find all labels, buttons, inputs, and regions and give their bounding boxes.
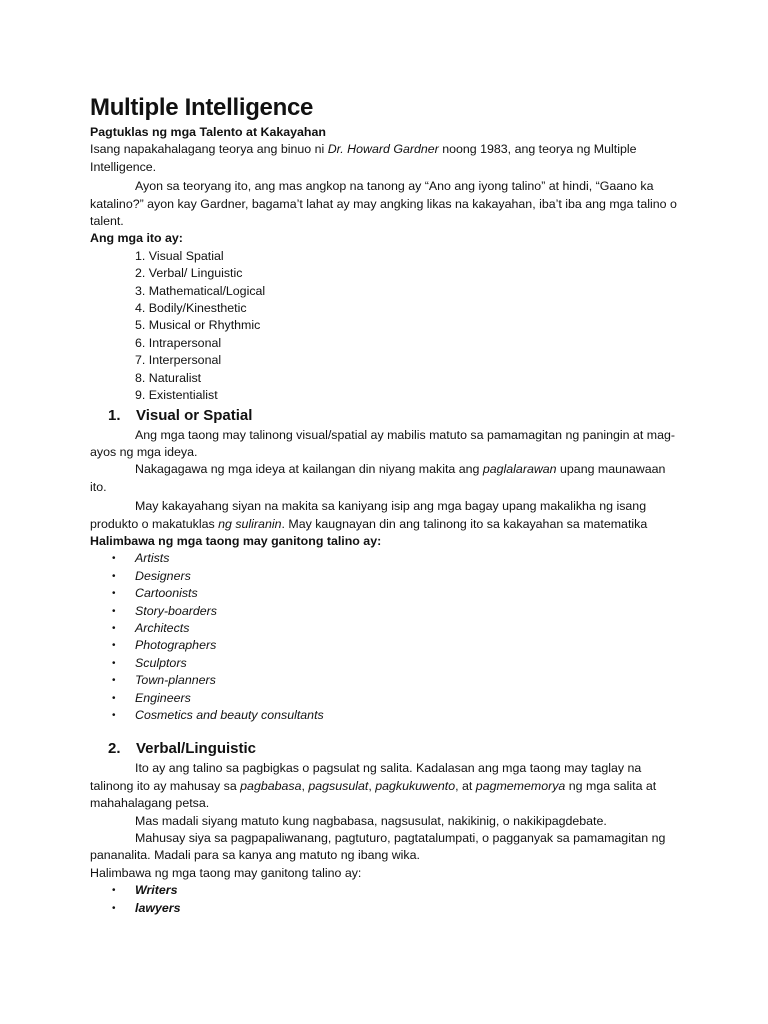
section1-paragraph-3 (90, 498, 680, 533)
bullet-icon: • (112, 710, 116, 721)
example-text: Cosmetics and beauty consultants (135, 708, 324, 722)
document-content (90, 92, 680, 917)
section2-paragraph-2: Mas madali siyang matuto kung nagbabasa, nagsusulat, nakikinig, o nakikipagdebate. (135, 813, 607, 828)
list-item: 1. Visual Spatial (135, 248, 224, 263)
intro-text: noong 1983, ang teorya ng Multiple Intelligence. (90, 142, 637, 174)
paragraph-text: Ito ay ang talino sa pagbigkas o pagsulat ng salita. Kadalasan ang mga taong may taglay na talinong ito ay mahusay sa (90, 761, 642, 793)
bullet-icon: • (112, 622, 116, 634)
example-text: Sculptors (135, 655, 187, 670)
example-text: Photographers (135, 638, 217, 653)
list-item (90, 655, 680, 672)
bullet-icon: • (112, 588, 116, 600)
list-item (90, 603, 680, 620)
list-item: 5. Musical or Rhythmic (135, 318, 261, 333)
intro-text: Isang napakahalagang teorya ang binuo ni (90, 142, 328, 157)
bullet-icon: • (112, 640, 116, 652)
bullet-icon: • (112, 692, 116, 704)
bullet-icon: • (112, 657, 116, 669)
intelligences-heading: Ang mga ito ay: (90, 231, 183, 246)
list-item: 3. Mathematical/Logical (135, 283, 266, 298)
paragraph-text: upang maunawaan ito. (90, 462, 666, 494)
section-number: 2. (108, 740, 121, 758)
section-number: 1. (108, 406, 121, 424)
example-text: Artists (135, 551, 170, 566)
list-item (90, 707, 680, 724)
section1-examples-heading: Halimbawa ng mga taong may ganitong talino ay: (90, 533, 382, 548)
emphasis-text: paglalarawan (482, 462, 557, 477)
example-text: Story-boarders (135, 603, 217, 618)
section-heading-visual-spatial (90, 405, 680, 427)
emphasis-text: pagkukuwento (375, 778, 456, 793)
list-item: 2. Verbal/ Linguistic (135, 266, 243, 281)
section2-paragraph-1 (90, 760, 680, 812)
example-text: Designers (135, 568, 191, 583)
example-text: Writers (135, 883, 178, 898)
example-text: Engineers (135, 690, 191, 705)
section-title: Verbal/Linguistic (136, 740, 257, 758)
list-item: 6. Intrapersonal (135, 335, 222, 350)
section2-paragraph-3: Mahusay siya sa pagpapaliwanang, pagtuturo, pagtatalumpati, o pagganyak sa pamamagitan ng pananalita. Madali para sa kanya ang matuto ng ibang wika. (90, 831, 666, 863)
emphasis-text: ng suliranin (218, 516, 282, 531)
list-item (90, 637, 680, 654)
bullet-icon: • (112, 553, 116, 565)
emphasis-text: pagbabasa (240, 778, 302, 793)
section1-examples-list (90, 550, 680, 724)
list-item (90, 585, 680, 602)
list-item (90, 900, 680, 917)
section1-paragraph-1: Ang mga taong may talinong visual/spatial ay mabilis matuto sa pamamagitan ng paningin at mag-ayos ng mga ideya. (90, 427, 675, 459)
list-item: 4. Bodily/Kinesthetic (135, 301, 247, 316)
bullet-icon: • (112, 570, 116, 582)
paragraph-text: . May kaugnayan din ang talinong ito sa kakayahan sa matematika (281, 516, 648, 531)
example-text: Cartoonists (135, 586, 198, 601)
section-heading-verbal-linguistic (90, 738, 680, 760)
section2-examples-list (90, 882, 680, 917)
bullet-icon: • (112, 885, 116, 897)
example-text: lawyers (135, 900, 181, 915)
section-title: Visual or Spatial (136, 406, 253, 424)
bullet-icon: • (112, 605, 116, 617)
document-subtitle: Pagtuklas ng mga Talento at Kakayahan (90, 125, 326, 139)
intro-paragraph-1 (90, 141, 680, 176)
list-item (90, 882, 680, 899)
emphasis-text: pagsusulat (308, 778, 369, 793)
list-item (90, 620, 680, 637)
list-item (90, 690, 680, 707)
intro-paragraph-2: Ayon sa teoryang ito, ang mas angkop na tanong ay “Ano ang iyong talino” at hindi, “Gaano ka katalino?” ayon kay Gardner, bagama’t lahat ay may angking likas na kakayahan, iba’t iba ang mga talino o talent. (90, 179, 677, 229)
intelligences-list (90, 248, 680, 405)
list-item: 8. Naturalist (135, 370, 202, 385)
example-text: Architects (135, 620, 190, 635)
list-item (90, 672, 680, 689)
paragraph-text: , (368, 778, 376, 793)
list-item (90, 568, 680, 585)
example-text: Town-planners (135, 673, 216, 688)
bullet-icon: • (112, 902, 116, 914)
paragraph-text: May kakayahang siyan na makita sa kaniyang isip ang mga bagay upang makalikha ng isang produkto o makatuklas (90, 499, 647, 531)
document-title: Multiple Intelligence (90, 94, 314, 121)
list-item: 7. Interpersonal (135, 353, 222, 368)
section1-paragraph-2 (90, 461, 680, 496)
section2-examples-heading: Halimbawa ng mga taong may ganitong talino ay: (90, 865, 362, 880)
paragraph-text: , at (455, 778, 476, 793)
paragraph-text: Nakagagawa ng mga ideya at kailangan din niyang makita ang (135, 462, 483, 477)
author-name: Dr. Howard Gardner (327, 142, 439, 157)
list-item: 9. Existentialist (135, 388, 218, 403)
bullet-icon: • (112, 675, 116, 687)
paragraph-text: ng mga salita at mahahalagang petsa. (90, 778, 657, 811)
emphasis-text: pagmememorya (475, 778, 566, 793)
list-item (90, 550, 680, 567)
paragraph-text: , (301, 778, 309, 793)
